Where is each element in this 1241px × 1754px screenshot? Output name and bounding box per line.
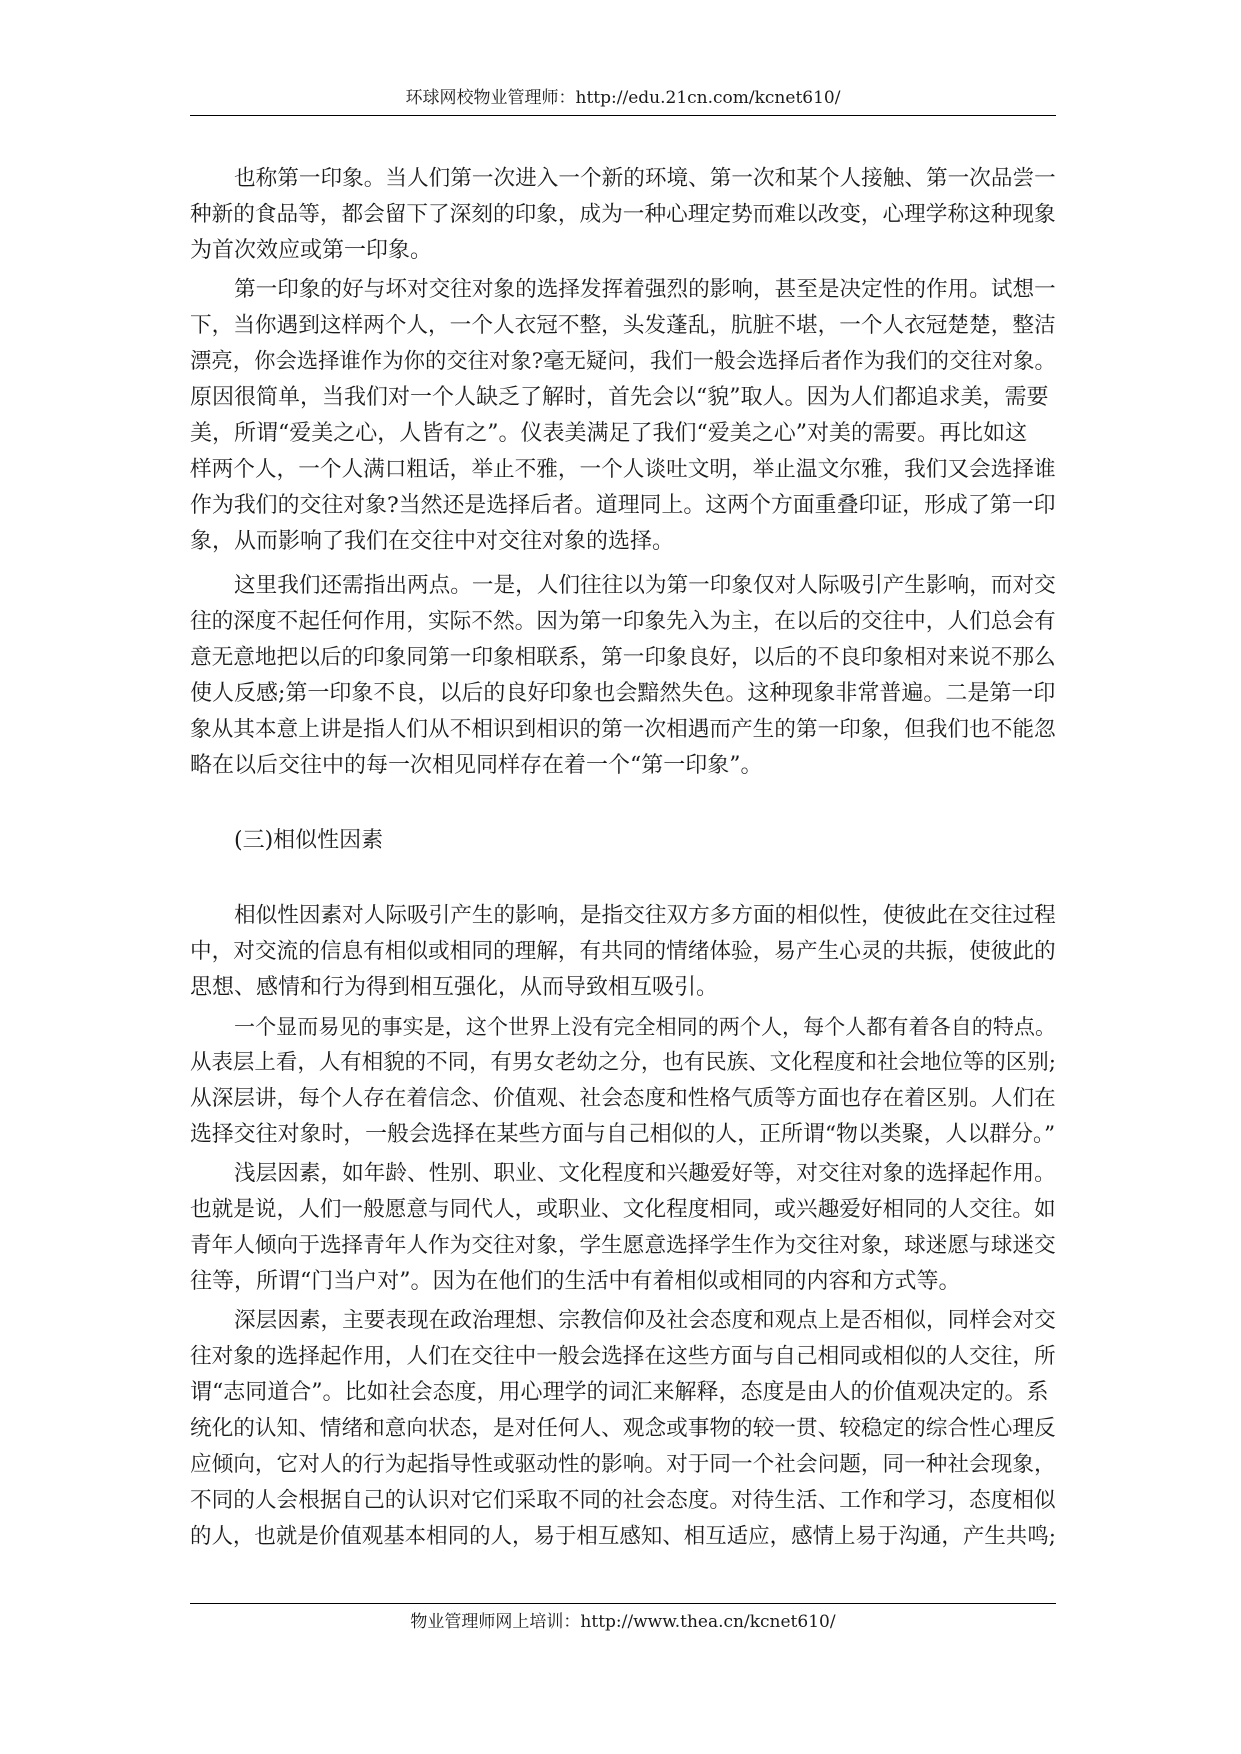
paragraph-line: 统化的认知、情绪和意向状态，是对任何人、观念或事物的较一贯、较稳定的综合性心理反 [190,1416,1056,1441]
paragraph-line: 思想、感情和行为得到相互强化，从而导致相互吸引。 [190,975,719,1000]
paragraph-line: 第一印象的好与坏对交往对象的选择发挥着强烈的影响，甚至是决定性的作用。试想一 [234,277,1056,302]
paragraph-line: 深层因素，主要表现在政治理想、宗教信仰及社会态度和观点上是否相似，同样会对交 [234,1308,1056,1333]
paragraph-no-two-alike [190,1009,1056,1153]
paragraph-line: 这里我们还需指出两点。一是，人们往往以为第一印象仅对人际吸引产生影响，而对交 [234,573,1056,598]
paragraph-similarity-definition [190,898,1056,1006]
paragraph-line: 原因很简单，当我们对一个人缺乏了解时，首先会以“貌”取人。因为人们都追求美，需要 [190,385,1049,410]
paragraph-line: 作为我们的交往对象?当然还是选择后者。道理同上。这两个方面重叠印证，形成了第一印 [190,493,1056,518]
paragraph-deep-factors [190,1303,1056,1555]
paragraph-first-impression-definition [190,161,1056,269]
paragraph-line: 样两个人，一个人满口粗话，举止不雅，一个人谈吐文明，举止温文尔雅，我们又会选择谁 [190,457,1056,482]
paragraph-line: 往对象的选择起作用，人们在交往中一般会选择在这些方面与自己相同或相似的人交往，所 [190,1344,1056,1369]
paragraph-line: 象，从而影响了我们在交往中对交往对象的选择。 [190,529,675,554]
paragraph-line: 意无意地把以后的印象同第一印象相联系，第一印象良好，以后的不良印象相对来说不那么 [190,645,1056,670]
paragraph-line: 青年人倾向于选择青年人作为交往对象，学生愿意选择学生作为交往对象，球迷愿与球迷交 [190,1233,1056,1258]
paragraph-line: 浅层因素，如年龄、性别、职业、文化程度和兴趣爱好等，对交往对象的选择起作用。 [234,1161,1056,1186]
paragraph-line: 中，对交流的信息有相似或相同的理解，有共同的情绪体验，易产生心灵的共振，使彼此的 [190,939,1056,964]
paragraph-line: 种新的食品等，都会留下了深刻的印象，成为一种心理定势而难以改变，心理学称这种现象 [190,202,1056,227]
paragraph-line: 美，所谓“爱美之心，人皆有之”。仪表美满足了我们“爱美之心”对美的需要。再比如这 [190,421,1027,446]
paragraph-line: 漂亮，你会选择谁作为你的交往对象?毫无疑问，我们一般会选择后者作为我们的交往对象。 [190,349,1056,374]
paragraph-line: 往的深度不起任何作用，实际不然。因为第一印象先入为主，在以后的交往中，人们总会有 [190,609,1056,634]
paragraph-line: 谓“志同道合”。比如社会态度，用心理学的词汇来解释，态度是由人的价值观决定的。系 [190,1380,1049,1405]
paragraph-line: 下，当你遇到这样两个人，一个人衣冠不整，头发蓬乱，肮脏不堪，一个人衣冠楚楚，整洁 [190,313,1056,338]
paragraph-line: 往等，所谓“门当户对”。因为在他们的生活中有着相似或相同的内容和方式等。 [190,1269,961,1294]
paragraph-line: 应倾向，它对人的行为起指导性或驱动性的影响。对于同一个社会问题，同一种社会现象， [190,1452,1056,1477]
paragraph-line: 使人反感;第一印象不良，以后的良好印象也会黯然失色。这种现象非常普遍。二是第一印 [190,681,1056,706]
paragraph-first-impression-influence [190,272,1056,560]
paragraph-line: 略在以后交往中的每一次相见同样存在着一个“第一印象”。 [190,753,763,778]
paragraph-line: 相似性因素对人际吸引产生的影响，是指交往双方多方面的相似性，使彼此在交往过程 [234,903,1056,928]
paragraph-line: 选择交往对象时，一般会选择在某些方面与自己相似的人，正所谓“物以类聚，人以群分。” [190,1122,1056,1147]
paragraph-line: 也称第一印象。当人们第一次进入一个新的环境、第一次和某个人接触、第一次品尝一 [234,166,1056,191]
paragraph-line: 从深层讲，每个人存在着信念、价值观、社会态度和性格气质等方面也存在着区别。人们在 [190,1086,1056,1111]
paragraph-two-points [190,568,1056,784]
section-heading: (三)相似性因素 [234,828,384,853]
page-header: 环球网校物业管理师：http://edu.21cn.com/kcnet610/ [405,88,841,108]
footer-divider [190,1603,1056,1604]
paragraph-line: 的人，也就是价值观基本相同的人，易于相互感知、相互适应，感情上易于沟通，产生共鸣; [190,1524,1056,1549]
paragraph-line: 从表层上看，人有相貌的不同，有男女老幼之分，也有民族、文化程度和社会地位等的区别; [190,1050,1056,1075]
paragraph-shallow-factors [190,1156,1056,1300]
paragraph-line: 一个显而易见的事实是，这个世界上没有完全相同的两个人，每个人都有着各自的特点。 [234,1014,1057,1039]
header-divider [190,115,1056,116]
paragraph-line: 也就是说，人们一般愿意与同代人，或职业、文化程度相同，或兴趣爱好相同的人交往。如 [190,1197,1056,1222]
paragraph-line: 象从其本意上讲是指人们从不相识到相识的第一次相遇而产生的第一印象，但我们也不能忽 [190,717,1056,742]
paragraph-line: 为首次效应或第一印象。 [190,238,433,263]
paragraph-line: 不同的人会根据自己的认识对它们采取不同的社会态度。对待生活、工作和学习，态度相似 [190,1488,1056,1513]
page-footer: 物业管理师网上培训：http://www.thea.cn/kcnet610/ [410,1612,836,1632]
